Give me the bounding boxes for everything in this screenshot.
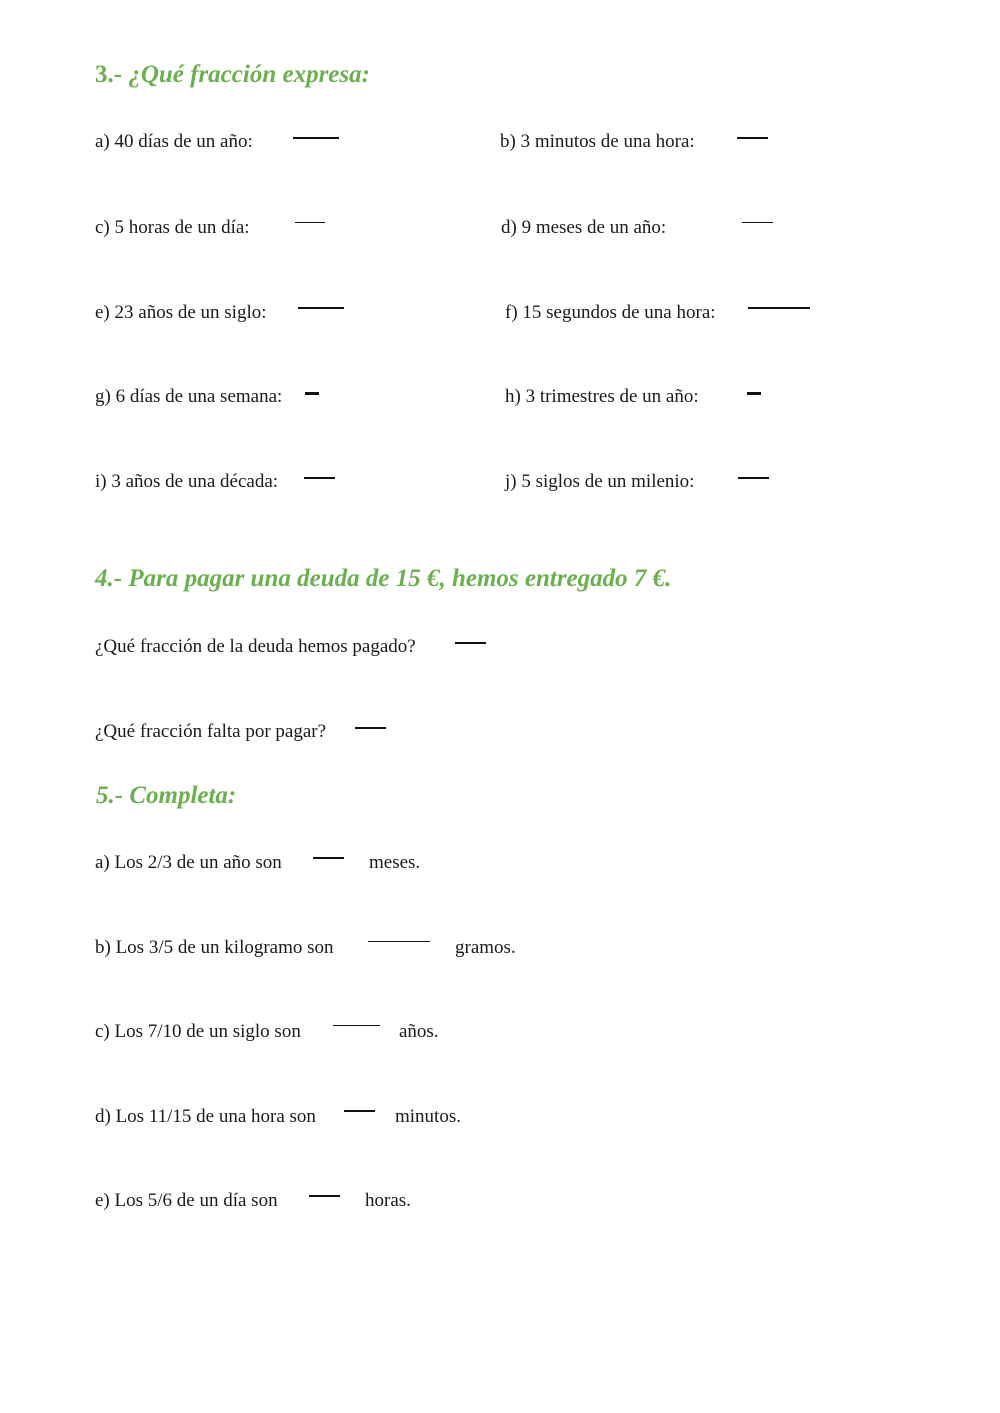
item-3g-label: g) 6 días de una semana: xyxy=(95,386,283,407)
item-5c-unit: años. xyxy=(399,1021,439,1042)
answer-blank-4-paid[interactable] xyxy=(455,642,486,644)
item-3h-label: h) 3 trimestres de un año: xyxy=(505,386,699,407)
item-3d-label: d) 9 meses de un año: xyxy=(501,217,667,238)
item-5a-label: a) Los 2/3 de un año son xyxy=(95,852,282,873)
section-4-title: 4.- Para pagar una deuda de 15 €, hemos entregado 7 €. xyxy=(95,565,672,592)
item-3a-label: a) 40 días de un año: xyxy=(95,131,253,152)
section-3-title xyxy=(95,62,370,87)
item-3b-label: b) 3 minutos de una hora: xyxy=(500,131,695,152)
answer-blank-3d[interactable] xyxy=(742,222,773,223)
item-3j-label: j) 5 siglos de un milenio: xyxy=(505,471,695,492)
answer-blank-3e[interactable] xyxy=(298,307,344,309)
item-5a-unit: meses. xyxy=(369,852,421,873)
answer-blank-5a[interactable] xyxy=(313,857,344,859)
item-5d-label: d) Los 11/15 de una hora son xyxy=(95,1106,316,1127)
answer-blank-4-remaining[interactable] xyxy=(355,727,386,729)
question-4-paid: ¿Qué fracción de la deuda hemos pagado? xyxy=(95,636,416,657)
item-5e-unit: horas. xyxy=(365,1190,411,1211)
item-3c-label: c) 5 horas de un día: xyxy=(95,217,250,238)
item-5d-unit: minutos. xyxy=(395,1106,461,1127)
answer-blank-3h[interactable] xyxy=(747,392,761,395)
section-3-title-text: ¿Qué fracción expresa: xyxy=(128,61,370,88)
answer-blank-3a[interactable] xyxy=(293,137,339,139)
question-4-remaining: ¿Qué fracción falta por pagar? xyxy=(95,721,327,742)
item-5b-label: b) Los 3/5 de un kilogramo son xyxy=(95,937,334,958)
item-3f-label: f) 15 segundos de una hora: xyxy=(505,302,716,323)
answer-blank-3c[interactable] xyxy=(295,222,325,223)
item-5b-unit: gramos. xyxy=(455,937,516,958)
answer-blank-5c[interactable] xyxy=(333,1025,380,1026)
answer-blank-3j[interactable] xyxy=(738,477,769,479)
answer-blank-3g[interactable] xyxy=(305,392,319,395)
answer-blank-5b[interactable] xyxy=(368,941,430,942)
answer-blank-5d[interactable] xyxy=(344,1110,375,1112)
answer-blank-3f[interactable] xyxy=(748,307,810,309)
answer-blank-3i[interactable] xyxy=(304,477,335,479)
section-3-number: 3.- xyxy=(95,61,123,88)
item-3i-label: i) 3 años de una década: xyxy=(95,471,279,492)
item-5e-label: e) Los 5/6 de un día son xyxy=(95,1190,278,1211)
answer-blank-3b[interactable] xyxy=(737,137,768,139)
answer-blank-5e[interactable] xyxy=(309,1195,340,1197)
section-5-title: 5.- Completa: xyxy=(96,782,237,809)
item-3e-label: e) 23 años de un siglo: xyxy=(95,302,267,323)
item-5c-label: c) Los 7/10 de un siglo son xyxy=(95,1021,301,1042)
